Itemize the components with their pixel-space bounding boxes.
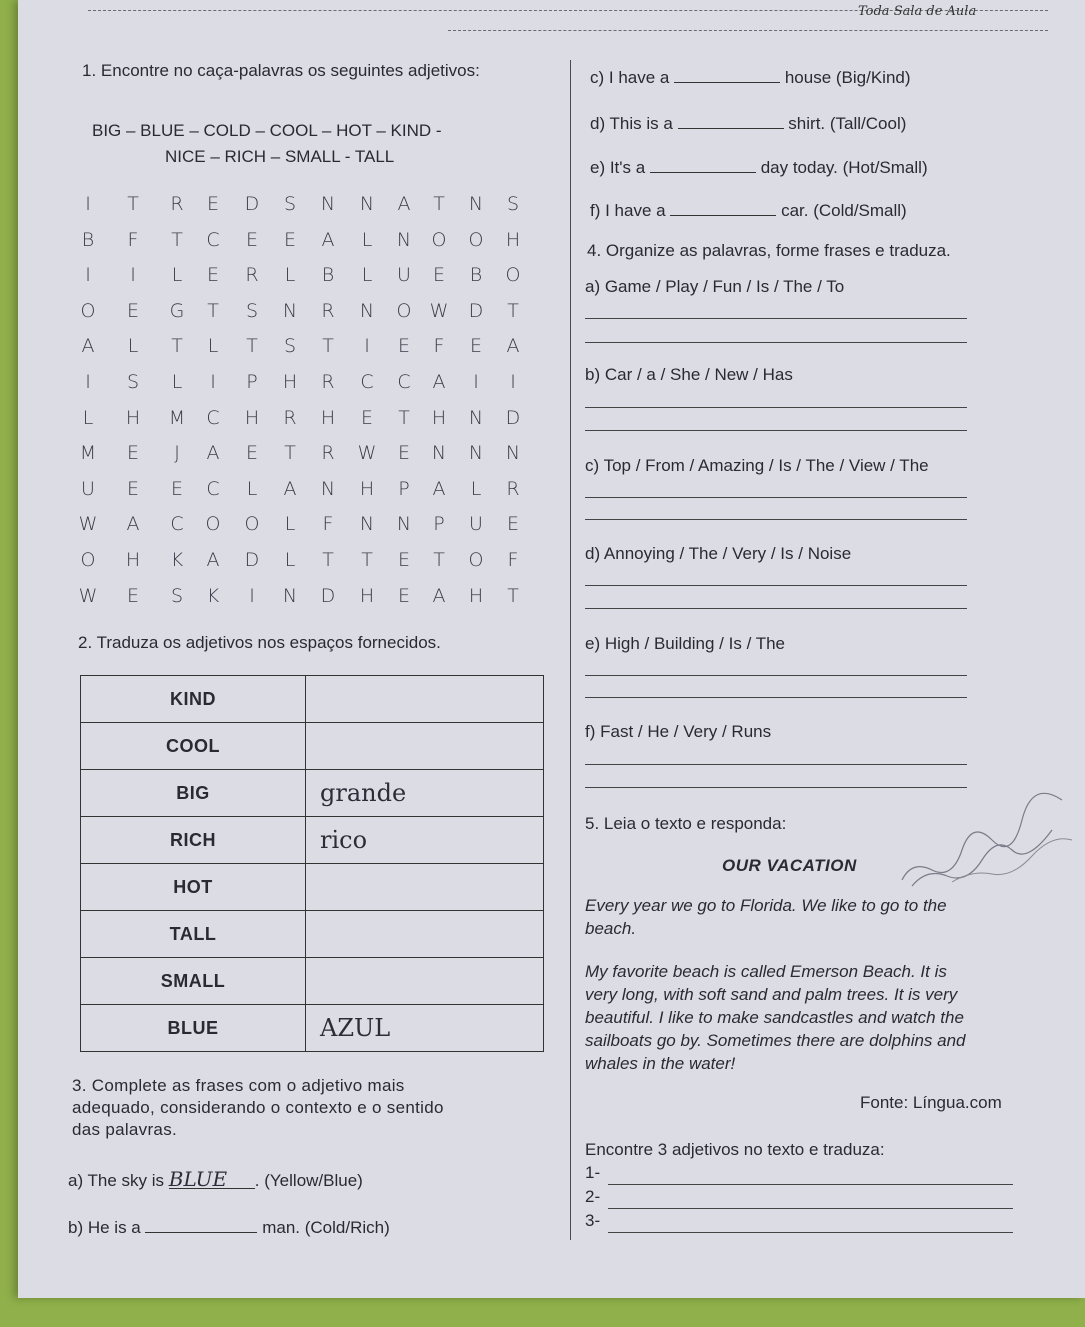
answer-1-label: 1- xyxy=(585,1163,601,1182)
word-search-letter[interactable]: O xyxy=(431,228,447,251)
answer-3-line[interactable] xyxy=(608,1232,1013,1233)
word-search-letter[interactable]: C xyxy=(206,477,220,500)
word-search-letter[interactable]: N xyxy=(359,513,375,536)
word-search-letter[interactable]: T xyxy=(433,548,445,571)
word-search-letter[interactable]: E xyxy=(432,264,445,287)
word-search-letter[interactable]: T xyxy=(507,584,519,607)
word-search-letter[interactable]: O xyxy=(468,228,484,251)
word-search-letter[interactable]: T xyxy=(322,335,334,358)
translation-cell[interactable]: rico xyxy=(306,817,544,864)
word-search-letter[interactable]: N xyxy=(359,299,375,322)
word-search-letter[interactable]: E xyxy=(397,548,410,571)
word-search-letter[interactable]: R xyxy=(170,193,184,215)
answer-1-line[interactable] xyxy=(608,1184,1013,1185)
word-search-letter[interactable]: M xyxy=(168,406,186,429)
word-search-letter[interactable]: I xyxy=(210,370,216,393)
q3-d: d) This is a shirt. (Tall/Cool) xyxy=(590,114,907,133)
q4-a: a) Game / Play / Fun / Is / The / To xyxy=(585,277,845,296)
word-search-letter[interactable]: E xyxy=(245,228,258,251)
word-search-letter[interactable]: B xyxy=(469,264,483,287)
word-search-letter[interactable]: N xyxy=(320,477,336,500)
q4-title: 4. Organize as palavras, forme frases e traduza. xyxy=(587,241,951,260)
q4-f: f) Fast / He / Very / Runs xyxy=(585,722,772,741)
word-search-letter[interactable]: E xyxy=(397,584,410,607)
word-search-letter[interactable]: T xyxy=(127,193,139,215)
word-search-letter[interactable]: U xyxy=(469,513,483,536)
word-search-letter[interactable]: A xyxy=(432,477,446,500)
q3-b: b) He is a man. (Cold/Rich) xyxy=(68,1218,390,1237)
q4-c-line1[interactable] xyxy=(585,497,967,498)
word-search-letter[interactable]: I xyxy=(249,584,255,607)
word-search-letter[interactable]: S xyxy=(506,193,520,215)
word-search-letter[interactable]: O xyxy=(80,548,96,571)
word-search-letter[interactable]: E xyxy=(126,584,139,607)
word-search-letter[interactable]: T xyxy=(322,548,334,571)
word-search-letter[interactable]: I xyxy=(85,193,91,215)
word-search-letter[interactable]: C xyxy=(206,406,220,429)
answer-3-label: 3- xyxy=(585,1211,601,1230)
q4-d-line1[interactable] xyxy=(585,585,967,586)
word-search-letter[interactable]: N xyxy=(468,193,484,215)
translation-cell[interactable] xyxy=(306,911,544,958)
word-search-letter[interactable]: P xyxy=(398,477,410,500)
q3-e: e) It's a day today. (Hot/Small) xyxy=(590,158,928,177)
adjective-word: RICH xyxy=(81,817,306,864)
word-search-letter[interactable]: E xyxy=(126,299,139,322)
q4-f-line1[interactable] xyxy=(585,764,967,765)
q3-e-blank[interactable] xyxy=(650,156,756,173)
table-row xyxy=(81,1005,544,1052)
word-search-letter[interactable]: N xyxy=(282,584,298,607)
word-search-letter[interactable]: L xyxy=(171,264,183,287)
word-search-letter[interactable]: H xyxy=(320,406,336,429)
adjective-word: HOT xyxy=(81,864,306,911)
q3-f: f) I have a car. (Cold/Small) xyxy=(590,201,907,220)
word-search-letter[interactable]: T xyxy=(433,193,445,215)
q4-e-line1[interactable] xyxy=(585,675,967,676)
word-search-letter[interactable]: S xyxy=(126,370,140,393)
word-search-letter[interactable]: O xyxy=(505,264,521,287)
q4-a-line2[interactable] xyxy=(585,342,967,343)
word-search-letter[interactable]: I xyxy=(510,370,516,393)
word-search-letter[interactable]: R xyxy=(321,299,335,322)
word-search-letter[interactable]: E xyxy=(245,442,258,465)
q1-title: 1. Encontre no caça-palavras os seguintes adjetivos: xyxy=(82,61,480,80)
word-search-letter[interactable]: H xyxy=(125,548,141,571)
adjectives-table xyxy=(80,675,544,1052)
q4-d-line2[interactable] xyxy=(585,608,967,609)
q3-c: c) I have a house (Big/Kind) xyxy=(590,68,911,87)
word-search-letter[interactable]: T xyxy=(246,335,258,358)
word-search-letter[interactable]: E xyxy=(469,335,482,358)
word-search-letter[interactable]: F xyxy=(507,548,519,571)
word-search-letter[interactable]: E xyxy=(506,513,519,536)
word-search-letter[interactable]: T xyxy=(171,228,183,251)
word-search-letter[interactable]: A xyxy=(397,193,411,215)
q1-words-line2: NICE – RICH – SMALL - TALL xyxy=(165,147,395,166)
word-search-letter[interactable]: E xyxy=(126,442,139,465)
word-search-letter[interactable]: D xyxy=(468,299,484,322)
word-search-letter[interactable]: U xyxy=(81,477,95,500)
word-search-letter[interactable]: R xyxy=(321,370,335,393)
translation-cell[interactable]: grande xyxy=(306,770,544,817)
q3-d-blank[interactable] xyxy=(678,112,784,129)
word-search-letter[interactable]: H xyxy=(505,228,521,251)
q3-c-blank[interactable] xyxy=(674,66,780,83)
word-search-letter[interactable]: L xyxy=(127,335,139,358)
word-search-letter[interactable]: C xyxy=(170,513,184,536)
story-title: OUR VACATION xyxy=(722,856,857,875)
adjective-word: BLUE xyxy=(81,1005,306,1052)
table-row xyxy=(81,864,544,911)
q2-title: 2. Traduza os adjetivos nos espaços fornecidos. xyxy=(78,633,441,652)
word-search-letter[interactable]: A xyxy=(321,228,335,251)
word-search-letter[interactable]: H xyxy=(359,477,375,500)
word-search-letter[interactable]: D xyxy=(244,193,260,215)
answer-2-line[interactable] xyxy=(608,1208,1013,1209)
word-search-letter[interactable]: F xyxy=(127,228,139,251)
q3-b-blank[interactable] xyxy=(145,1216,257,1233)
table-row xyxy=(81,676,544,723)
word-search-letter[interactable]: N xyxy=(396,228,412,251)
word-search-letter[interactable]: K xyxy=(206,584,220,607)
word-search-letter[interactable]: E xyxy=(170,477,183,500)
word-search-letter[interactable]: N xyxy=(359,193,375,215)
word-search-letter[interactable]: L xyxy=(284,548,296,571)
q4-f-line2[interactable] xyxy=(585,787,967,788)
word-search-letter[interactable]: E xyxy=(126,477,139,500)
translation-cell[interactable] xyxy=(306,723,544,770)
word-search-letter[interactable]: S xyxy=(283,335,297,358)
word-search-letter[interactable]: U xyxy=(397,264,411,287)
word-search-letter[interactable]: C xyxy=(397,370,411,393)
word-search-letter[interactable]: I xyxy=(473,370,479,393)
word-search-letter[interactable]: M xyxy=(79,442,97,465)
word-search-letter[interactable]: L xyxy=(284,513,296,536)
word-search-letter[interactable]: B xyxy=(321,264,335,287)
word-search-letter[interactable]: N xyxy=(282,299,298,322)
word-search-letter[interactable]: T xyxy=(171,335,183,358)
word-search-letter[interactable]: L xyxy=(171,370,183,393)
q4-a-line1[interactable] xyxy=(585,318,967,319)
word-search-letter[interactable]: J xyxy=(174,442,180,465)
word-search-letter[interactable]: T xyxy=(398,406,410,429)
word-search-letter[interactable]: O xyxy=(80,299,96,322)
q4-c: c) Top / From / Amazing / Is / The / View / The xyxy=(585,456,929,475)
word-search-letter[interactable]: I xyxy=(130,264,136,287)
word-search-letter[interactable]: P xyxy=(246,370,258,393)
word-search-letter[interactable]: A xyxy=(126,513,140,536)
word-search-letter[interactable]: R xyxy=(245,264,259,287)
word-search-letter[interactable]: R xyxy=(506,477,520,500)
word-search-letter[interactable]: C xyxy=(360,370,374,393)
word-search-letter[interactable]: E xyxy=(206,193,219,215)
translation-cell[interactable] xyxy=(306,676,544,723)
word-search-letter[interactable]: I xyxy=(85,370,91,393)
word-search-letter[interactable]: T xyxy=(507,299,519,322)
word-search-letter[interactable]: W xyxy=(78,584,98,607)
translation-cell[interactable] xyxy=(306,958,544,1005)
q5-title: 5. Leia o texto e responda: xyxy=(585,814,787,833)
word-search-letter[interactable]: H xyxy=(359,584,375,607)
q4-c-line2[interactable] xyxy=(585,519,967,520)
q3-a: a) The sky is BLUE . (Yellow/Blue) xyxy=(68,1167,363,1191)
q4-b-line2[interactable] xyxy=(585,430,967,431)
word-search-letter[interactable]: A xyxy=(206,442,220,465)
word-search-letter[interactable]: D xyxy=(244,548,260,571)
word-search-letter[interactable]: W xyxy=(357,442,377,465)
story-source: Fonte: Língua.com xyxy=(860,1093,1002,1112)
word-search-letter[interactable]: E xyxy=(397,442,410,465)
word-search-letter[interactable]: S xyxy=(245,299,259,322)
word-search-letter[interactable]: D xyxy=(505,406,521,429)
word-search-letter[interactable]: C xyxy=(206,228,220,251)
word-search-letter[interactable]: I xyxy=(364,335,370,358)
table-row xyxy=(81,817,544,864)
word-search-letter[interactable]: T xyxy=(361,548,373,571)
word-search-letter[interactable]: N xyxy=(320,193,336,215)
word-search-letter[interactable]: E xyxy=(206,264,219,287)
word-search-letter[interactable]: R xyxy=(321,442,335,465)
adjective-word: KIND xyxy=(81,676,306,723)
q4-b: b) Car / a / She / New / Has xyxy=(585,365,793,384)
header-dashed-line xyxy=(448,30,1048,31)
word-search-letter[interactable]: L xyxy=(361,228,373,251)
word-search-letter[interactable]: L xyxy=(246,477,258,500)
word-search-letter[interactable]: W xyxy=(78,513,98,536)
word-search-letter[interactable]: N xyxy=(505,442,521,465)
q4-d: d) Annoying / The / Very / Is / Noise xyxy=(585,544,852,563)
word-search-letter[interactable]: T xyxy=(284,442,296,465)
q3-title: 3. Complete as frases com o adjetivo mais adequado, considerando o contexto e o sentido das palavras. xyxy=(72,1076,444,1139)
adjective-word: SMALL xyxy=(81,958,306,1005)
table-row xyxy=(81,911,544,958)
word-search-letter[interactable]: O xyxy=(244,513,260,536)
q5-task: Encontre 3 adjetivos no texto e traduza: xyxy=(585,1140,885,1159)
word-search-letter[interactable]: A xyxy=(206,548,220,571)
column-divider xyxy=(570,60,571,1240)
word-search-letter[interactable]: W xyxy=(429,299,449,322)
word-search-letter[interactable]: A xyxy=(432,370,446,393)
word-search-letter[interactable]: R xyxy=(283,406,297,429)
word-search-letter[interactable]: L xyxy=(284,264,296,287)
word-search-letter[interactable]: H xyxy=(468,584,484,607)
header-signature: Toda Sala de Aula xyxy=(858,4,977,19)
q3-f-blank[interactable] xyxy=(670,199,776,216)
word-search-letter[interactable]: O xyxy=(205,513,221,536)
word-search-letter[interactable]: L xyxy=(207,335,219,358)
q4-e: e) High / Building / Is / The xyxy=(585,634,786,653)
word-search-letter[interactable]: E xyxy=(397,335,410,358)
word-search-letter[interactable]: O xyxy=(468,548,484,571)
word-search-letter[interactable]: N xyxy=(468,442,484,465)
story-paragraph-1: Every year we go to Florida. We like to go to the beach. xyxy=(585,896,947,938)
word-search-letter[interactable]: H xyxy=(431,406,447,429)
q3-a-answer[interactable]: BLUE xyxy=(169,1170,255,1189)
word-search-letter[interactable]: N xyxy=(396,513,412,536)
word-search-letter[interactable]: A xyxy=(506,335,520,358)
word-search-letter[interactable]: E xyxy=(360,406,373,429)
word-search-letter[interactable]: P xyxy=(433,513,445,536)
word-search-letter[interactable]: O xyxy=(396,299,412,322)
word-search-letter[interactable]: D xyxy=(320,584,336,607)
table-row xyxy=(81,723,544,770)
answer-2-label: 2- xyxy=(585,1187,601,1206)
table-row xyxy=(81,958,544,1005)
adjective-word: BIG xyxy=(81,770,306,817)
q4-b-line1[interactable] xyxy=(585,407,967,408)
word-search-letter[interactable]: K xyxy=(170,548,184,571)
word-search-letter[interactable]: F xyxy=(322,513,334,536)
word-search-letter[interactable]: G xyxy=(169,299,185,322)
word-search-letter[interactable]: E xyxy=(283,228,296,251)
word-search-letter[interactable]: L xyxy=(82,406,94,429)
word-search-letter[interactable]: H xyxy=(282,370,298,393)
story-paragraph-2: My favorite beach is called Emerson Beach. It is very long, with soft sand and palm trees. It is very beautiful. I like to make sandcastles and watch the sailboats go by. Sometimes there are dolphins and whales in the water! xyxy=(585,962,966,1073)
word-search-letter[interactable]: A xyxy=(432,584,446,607)
q1-words-line1: BIG – BLUE – COLD – COOL – HOT – KIND - xyxy=(92,121,442,140)
word-search-letter[interactable]: H xyxy=(244,406,260,429)
word-search-letter[interactable]: A xyxy=(81,335,95,358)
word-search-letter[interactable]: N xyxy=(431,442,447,465)
word-search-letter[interactable]: L xyxy=(470,477,482,500)
word-search-letter[interactable]: B xyxy=(81,228,95,251)
pencil-scribble xyxy=(892,790,1082,890)
word-search-letter[interactable]: S xyxy=(170,584,184,607)
word-search-letter[interactable]: I xyxy=(85,264,91,287)
word-search-letter[interactable]: H xyxy=(125,406,141,429)
translation-cell[interactable]: AZUL xyxy=(306,1005,544,1052)
word-search-letter[interactable]: L xyxy=(361,264,373,287)
word-search-letter[interactable]: T xyxy=(207,299,219,322)
word-search-letter[interactable]: F xyxy=(433,335,445,358)
table-row xyxy=(81,770,544,817)
q4-e-line2[interactable] xyxy=(585,697,967,698)
word-search-letter[interactable]: A xyxy=(283,477,297,500)
translation-cell[interactable] xyxy=(306,864,544,911)
adjective-word: TALL xyxy=(81,911,306,958)
word-search-letter[interactable]: S xyxy=(283,193,297,215)
adjective-word: COOL xyxy=(81,723,306,770)
word-search-letter[interactable]: N xyxy=(468,406,484,429)
